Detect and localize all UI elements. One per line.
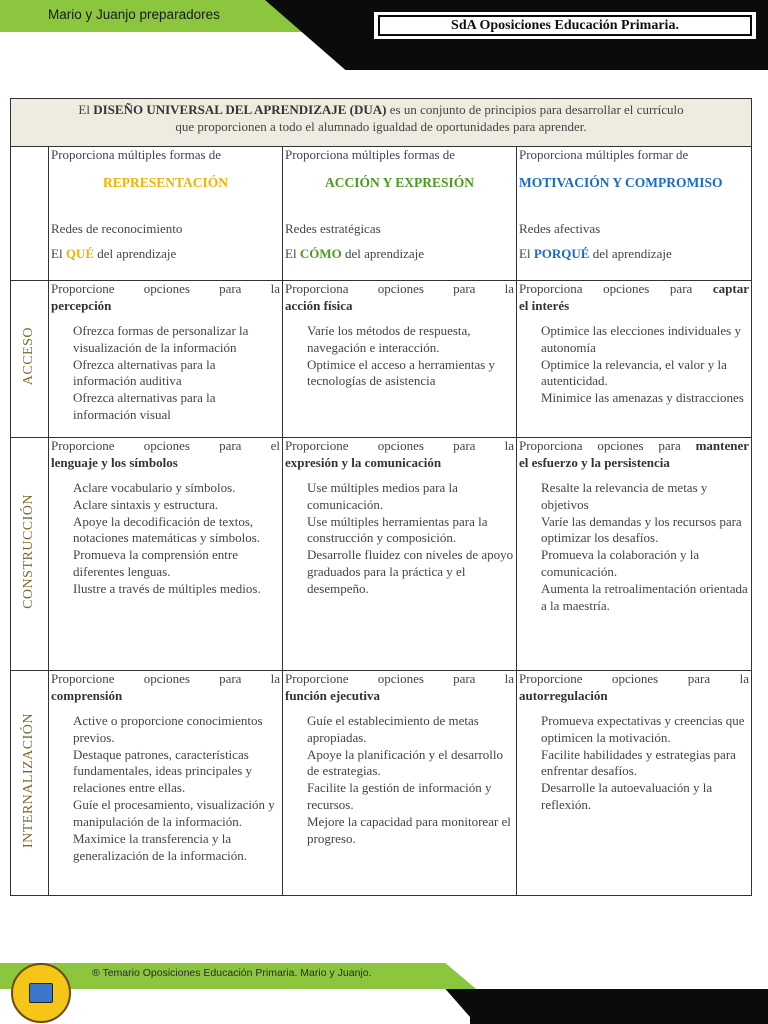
checkpoint: Optimice la relevancia, el valor y la autenticidad. (541, 356, 727, 389)
row-label-cell (11, 281, 49, 438)
principle-cell-motivation (517, 147, 752, 281)
checkpoint: Use múltiples herramientas para la construcción y composición. (307, 513, 488, 546)
guideline-cell (49, 281, 283, 438)
checkpoint: Optimice las elecciones individuales y autonomía (541, 322, 741, 355)
guideline-focus: percepción (51, 297, 112, 313)
checkpoint: Varíe los métodos de respuesta, navegación e interacción. (307, 322, 471, 355)
guideline-intro: Proporcione opciones para la (519, 671, 749, 686)
row-label: ACCESO (21, 327, 37, 386)
checkpoint-list (519, 480, 749, 615)
network-label: Redes de reconocimiento (51, 221, 183, 237)
dua-table (10, 98, 752, 896)
row-acceso (11, 281, 752, 438)
row-label: INTERNALIZACIÓN (21, 713, 37, 849)
guideline-focus: el esfuerzo y la persistencia (519, 454, 670, 470)
question-line (285, 246, 514, 263)
checkpoint: Aclare vocabulario y símbolos. (73, 479, 236, 495)
header-title-box (372, 10, 758, 41)
guideline-intro: Proporcione opciones para la (285, 671, 514, 686)
guideline-intro: Proporciona opciones para la (285, 281, 514, 296)
question-prefix: El (285, 246, 300, 262)
guideline-cell (517, 671, 752, 896)
header-title: SdA Oposiciones Educación Primaria. (378, 15, 752, 36)
checkpoint-list (519, 713, 749, 814)
guideline-focus: acción física (285, 297, 353, 313)
checkpoint: Varíe las demandas y los recursos para optimizar los desafíos. (541, 513, 742, 546)
footer-black-block (470, 994, 768, 1024)
question-word: CÓMO (299, 246, 342, 262)
principle-title: ACCIÓN Y EXPRESIÓN (324, 174, 474, 190)
guideline-cell (283, 438, 517, 671)
checkpoint-list (51, 480, 280, 598)
checkpoint: Facilite habilidades y estrategias para enfrentar desafíos. (541, 746, 736, 779)
question-suffix: del aprendizaje (589, 246, 672, 262)
guideline-focus: función ejecutiva (285, 687, 380, 703)
principles-corner (11, 147, 49, 281)
checkpoint: Optimice el acceso a herramientas y tecnologías de asistencia (307, 356, 496, 389)
checkpoint-list (519, 323, 749, 407)
logo-book-icon (29, 983, 53, 1003)
guideline-intro (519, 438, 749, 455)
principle-lead: Proporciona múltiples formas de (51, 147, 222, 162)
checkpoint: Ofrezca formas de personalizar la visualización de la información (73, 322, 249, 355)
guideline-intro-bold: mantener (695, 438, 749, 453)
checkpoint: Ilustre a través de múltiples medios. (73, 581, 261, 597)
checkpoint: Use múltiples medios para la comunicación. (307, 479, 458, 512)
checkpoint: Active o proporcione conocimientos previos. (73, 712, 263, 745)
checkpoint: Destaque patrones, características fundamentales, ideas principales y relaciones entre ellas. (73, 746, 253, 796)
checkpoint: Resalte la relevancia de metas y objetivos (541, 479, 708, 512)
checkpoint-list (51, 323, 280, 424)
question-line (519, 246, 749, 263)
checkpoint: Ofrezca alternativas para la información auditiva (73, 356, 216, 389)
network-label: Redes afectivas (519, 221, 601, 237)
principle-lead: Proporciona múltiples formas de (285, 147, 456, 162)
checkpoint: Promueva la comprensión entre diferentes lenguas. (73, 547, 238, 580)
question-suffix: del aprendizaje (93, 246, 177, 262)
footer-copyright: ® Temario Oposiciones Educación Primaria. Mario y Juanjo. (92, 967, 372, 979)
header-brand: Mario y Juanjo preparadores (48, 7, 220, 22)
question-word: QUÉ (65, 246, 94, 262)
question-line (51, 246, 280, 263)
principles-row (11, 147, 752, 281)
checkpoint: Facilite la gestión de información y recursos. (307, 780, 492, 813)
checkpoint: Minimice las amenazas y distracciones (541, 390, 744, 406)
principle-lead: Proporciona múltiples formar de (519, 147, 689, 162)
guideline-intro-text: Proporciona opciones para (519, 281, 693, 296)
checkpoint-list (51, 713, 280, 865)
principle-title: MOTIVACIÓN Y COMPROMISO (519, 174, 723, 190)
guideline-intro-text: Proporciona opciones para (519, 438, 681, 453)
checkpoint: Guíe el establecimiento de metas apropiadas. (307, 712, 479, 745)
guideline-intro-bold: captar (712, 281, 750, 296)
guideline-cell (283, 671, 517, 896)
checkpoint: Desarrolle la autoevaluación y la reflexión. (541, 780, 713, 813)
principle-title: REPRESENTACIÓN (102, 174, 229, 190)
checkpoint-list (285, 480, 514, 598)
guideline-cell (517, 438, 752, 671)
row-label-cell (11, 438, 49, 671)
intro-prefix: El (78, 102, 94, 117)
guideline-intro: Proporcione opciones para el (51, 438, 280, 453)
intro-text-2: que proporcionen a todo el alumnado igualdad de oportunidades para aprender. (175, 118, 587, 134)
checkpoint: Maximice la transferencia y la generalización de la información. (73, 831, 247, 863)
guideline-intro (519, 281, 749, 298)
intro-row (11, 99, 752, 147)
checkpoint: Guíe el procesamiento, visualización y manipulación de la información. (73, 797, 275, 830)
question-word: PORQUÉ (533, 246, 590, 262)
intro-cell (11, 99, 752, 147)
guideline-focus: el interés (519, 297, 570, 313)
guideline-intro: Proporcione opciones para la (51, 281, 280, 296)
guideline-focus: lenguaje y los símbolos (51, 454, 178, 470)
checkpoint: Aclare sintaxis y estructura. (73, 496, 219, 512)
checkpoint-list (285, 323, 514, 391)
guideline-focus: expresión y la comunicación (285, 454, 442, 470)
intro-bold: DISEÑO UNIVERSAL DEL APRENDIZAJE (DUA) (93, 102, 387, 117)
guideline-intro: Proporcione opciones para la (51, 671, 280, 686)
network-label: Redes estratégicas (285, 221, 381, 237)
guideline-cell (49, 671, 283, 896)
guideline-focus: comprensión (51, 687, 123, 703)
brand-logo-icon (11, 963, 71, 1023)
principle-cell-representation (49, 147, 283, 281)
question-prefix: El (51, 246, 66, 262)
question-suffix: del aprendizaje (341, 246, 424, 262)
guideline-intro: Proporcione opciones para la (285, 438, 514, 453)
guideline-focus: autorregulación (519, 687, 608, 703)
checkpoint: Mejore la capacidad para monitorear el progreso. (307, 814, 511, 847)
guideline-cell (49, 438, 283, 671)
row-internalizacion (11, 671, 752, 896)
checkpoint: Desarrolle fluidez con niveles de apoyo graduados para la práctica y el desempeño. (307, 547, 514, 597)
checkpoint: Apoye la planificación y el desarrollo de estrategias. (307, 746, 504, 779)
question-prefix: El (519, 246, 534, 262)
guideline-cell (517, 281, 752, 438)
checkpoint-list (285, 713, 514, 848)
row-construccion (11, 438, 752, 671)
principle-cell-action (283, 147, 517, 281)
checkpoint: Ofrezca alternativas para la información visual (73, 390, 216, 423)
intro-text-1: es un conjunto de principios para desarrollar el currículo (386, 102, 684, 117)
row-label: CONSTRUCCIÓN (21, 494, 37, 609)
checkpoint: Promueva la colaboración y la comunicación. (541, 547, 700, 580)
guideline-cell (283, 281, 517, 438)
checkpoint: Promueva expectativas y creencias que optimicen la motivación. (541, 712, 745, 745)
checkpoint: Apoye la decodificación de textos, notaciones matemáticas y símbolos. (73, 513, 261, 546)
checkpoint: Aumenta la retroalimentación orientada a la maestría. (541, 581, 748, 614)
row-label-cell (11, 671, 49, 896)
